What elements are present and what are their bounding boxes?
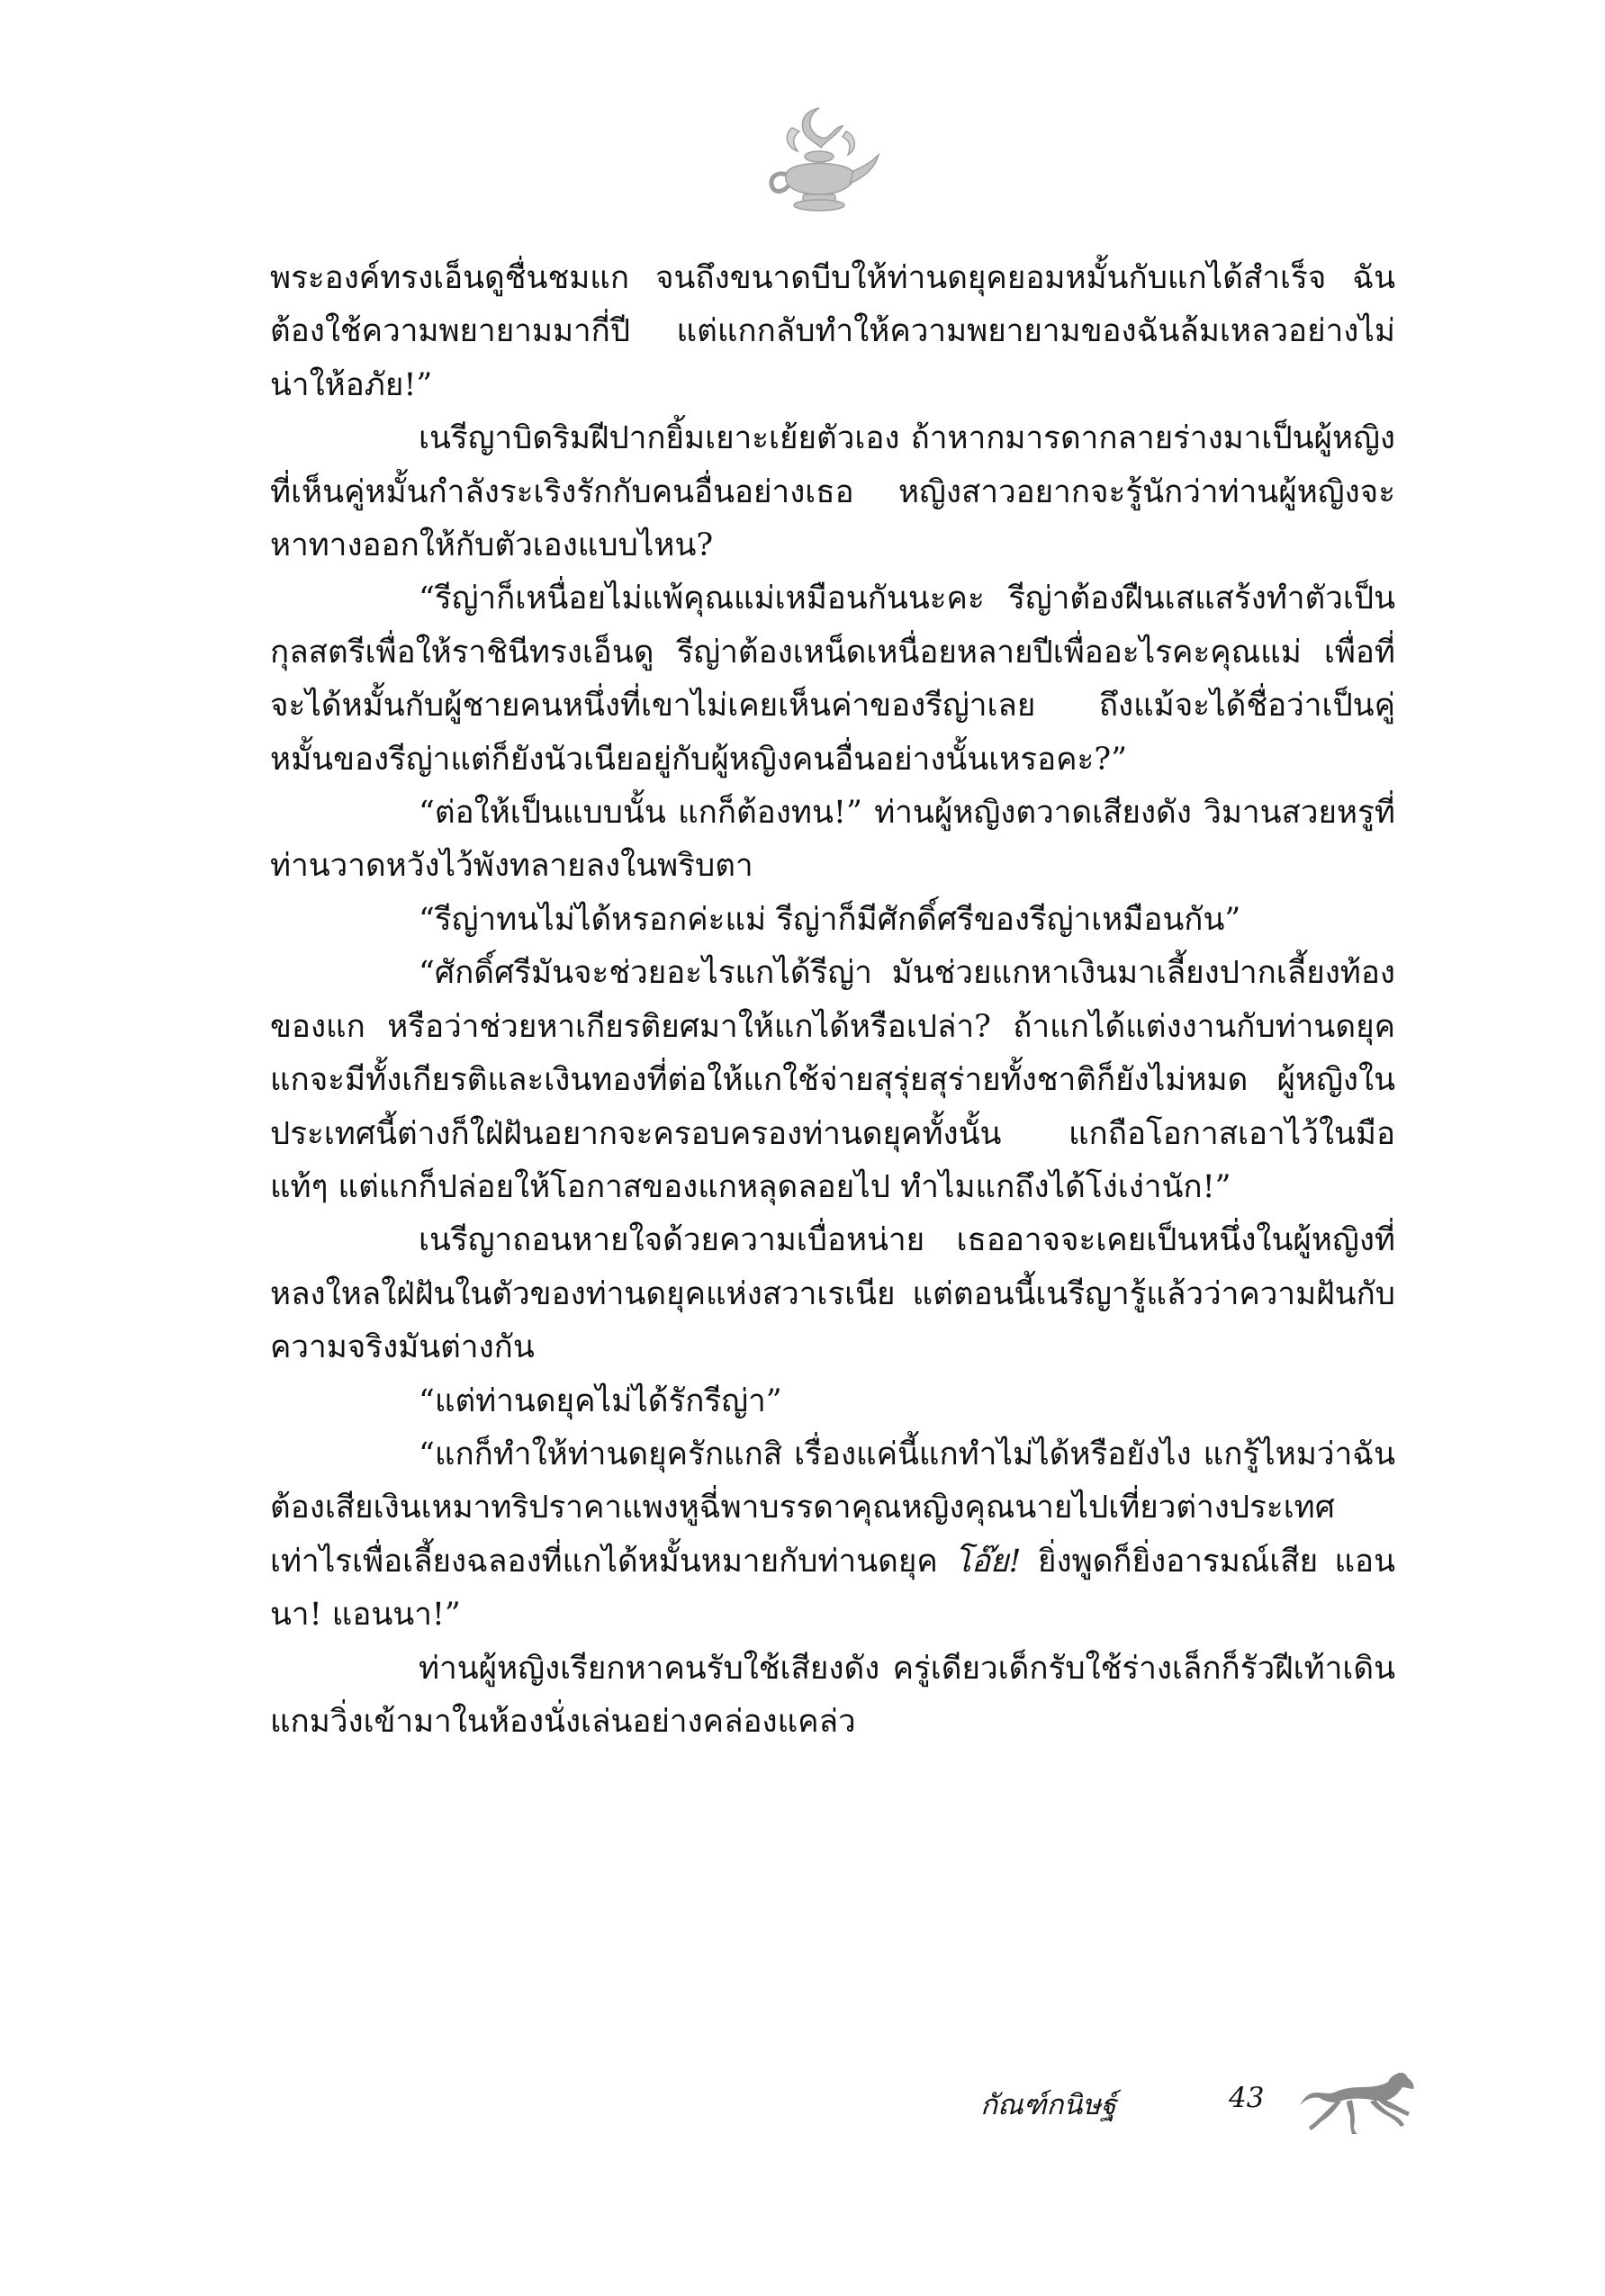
paragraph: “แต่ท่านดยุคไม่ได้รักรีญ่า” (419, 1382, 782, 1419)
paragraph: “รีญ่าทนไม่ได้หรอกค่ะแม่ รีญ่าก็มีศักดิ์ศรีของรีญ่าเหมือนกัน” (419, 901, 1241, 938)
genie-lamp-icon (756, 101, 882, 227)
paragraph-text: “แกก็ทำให้ท่านดยุครักแกสิ เรื่องแค่นี้แกทำไม่ได้หรือยังไง แกรู้ไหมว่าฉันต้องเสียเงินเหมาทริปราคาแพงหูฉี่พาบรรดาคุณหญิงคุณนายไปเที่ยวต่างประเทศเท่าไรเพื่อเลี้ยงฉลองที่แกได้หมั้นหมายกับท่านดยุค (270, 1436, 1395, 1580)
horse-icon (1294, 2066, 1420, 2138)
paragraph: เนรีญาบิดริมฝีปากยิ้มเยาะเย้ยตัวเอง ถ้าหากมารดากลายร่างมาเป็นผู้หญิงที่เห็นคู่หมั้นกำลังระเริงรักกับคนอื่นอย่างเธอ หญิงสาวอยากจะรู้นักว่าท่านผู้หญิงจะหาทางออกให้กับตัวเองแบบไหน? (270, 420, 1395, 564)
author-name: กัณฑ์กนิษฐ์ (980, 2089, 1116, 2121)
page-footer (980, 2075, 1314, 2147)
story-text (270, 252, 1395, 1749)
page-number: 43 (1229, 2082, 1265, 2114)
paragraph: “ศักดิ์ศรีมันจะช่วยอะไรแกได้รีญ่า มันช่วยแกหาเงินมาเลี้ยงปากเลี้ยงท้องของแก หรือว่าช่วยหาเกียรติยศมาให้แกได้หรือเปล่า? ถ้าแกได้แต่งงานกับท่านดยุค แกจะมีทั้งเกียรติและเงินทองที่ต่อให้แกใช้จ่ายสุรุ่ยสุร่ายทั้งชาติก็ยังไม่หมด ผู้หญิงในประเทศนี้ต่างก็ใฝ่ฝันอยากจะครอบครองท่านดยุคทั้งนั้น แกถือโอกาสเอาไว้ในมือแท้ๆ แต่แกก็ปล่อยให้โอกาสของแกหลุดลอยไป ทำไมแกถึงได้โง่เง่านัก!” (270, 955, 1395, 1205)
paragraph-tail: ยิ่งพูดก็ยิ่งอารมณ์เสีย แอนนา! แอนนา!” (270, 1543, 1395, 1634)
paragraph (270, 1428, 1395, 1643)
italic-exclamation: โอ๊ย! (954, 1543, 1022, 1580)
paragraph: ท่านผู้หญิงเรียกหาคนรับใช้เสียงดัง ครู่เดียวเด็กรับใช้ร่างเล็กก็รัวฝีเท้าเดินแกมวิ่งเข้ามาในห้องนั่งเล่นอย่างคล่องแคล่ว (270, 1650, 1395, 1740)
paragraph: พระองค์ทรงเอ็นดูชื่นชมแก จนถึงขนาดบีบให้ท่านดยุคยอมหมั้นกับแกได้สำเร็จ ฉันต้องใช้ความพยายามมากี่ปี แต่แกกลับทำให้ความพยายามของฉันล้มเหลวอย่างไม่น่าให้อภัย!” (270, 260, 1395, 403)
paragraph: เนรีญาถอนหายใจด้วยความเบื่อหน่าย เธออาจจะเคยเป็นหนึ่งในผู้หญิงที่หลงใหลใฝ่ฝันในตัวของท่านดยุคแห่งสวาเรเนีย แต่ตอนนี้เนรีญารู้แล้วว่าความฝันกับความจริงมันต่างกัน (270, 1222, 1395, 1366)
paragraph: “ต่อให้เป็นแบบนั้น แกก็ต้องทน!” ท่านผู้หญิงตวาดเสียงดัง วิมานสวยหรูที่ท่านวาดหวังไว้พังทลายลงในพริบตา (270, 795, 1395, 885)
paragraph: “รีญ่าก็เหนื่อยไม่แพ้คุณแม่เหมือนกันนะคะ รีญ่าต้องฝืนเสแสร้งทำตัวเป็นกุลสตรีเพื่อให้ราชินีทรงเอ็นดู รีญ่าต้องเหน็ดเหนื่อยหลายปีเพื่ออะไรคะคุณแม่ เพื่อที่จะได้หมั้นกับผู้ชายคนหนึ่งที่เขาไม่เคยเห็นค่าของรีญ่าเลย ถึงแม้จะได้ชื่อว่าเป็นคู่หมั้นของรีญ่าแต่ก็ยังนัวเนียอยู่กับผู้หญิงคนอื่นอย่างนั้นเหรอคะ?” (270, 581, 1395, 778)
